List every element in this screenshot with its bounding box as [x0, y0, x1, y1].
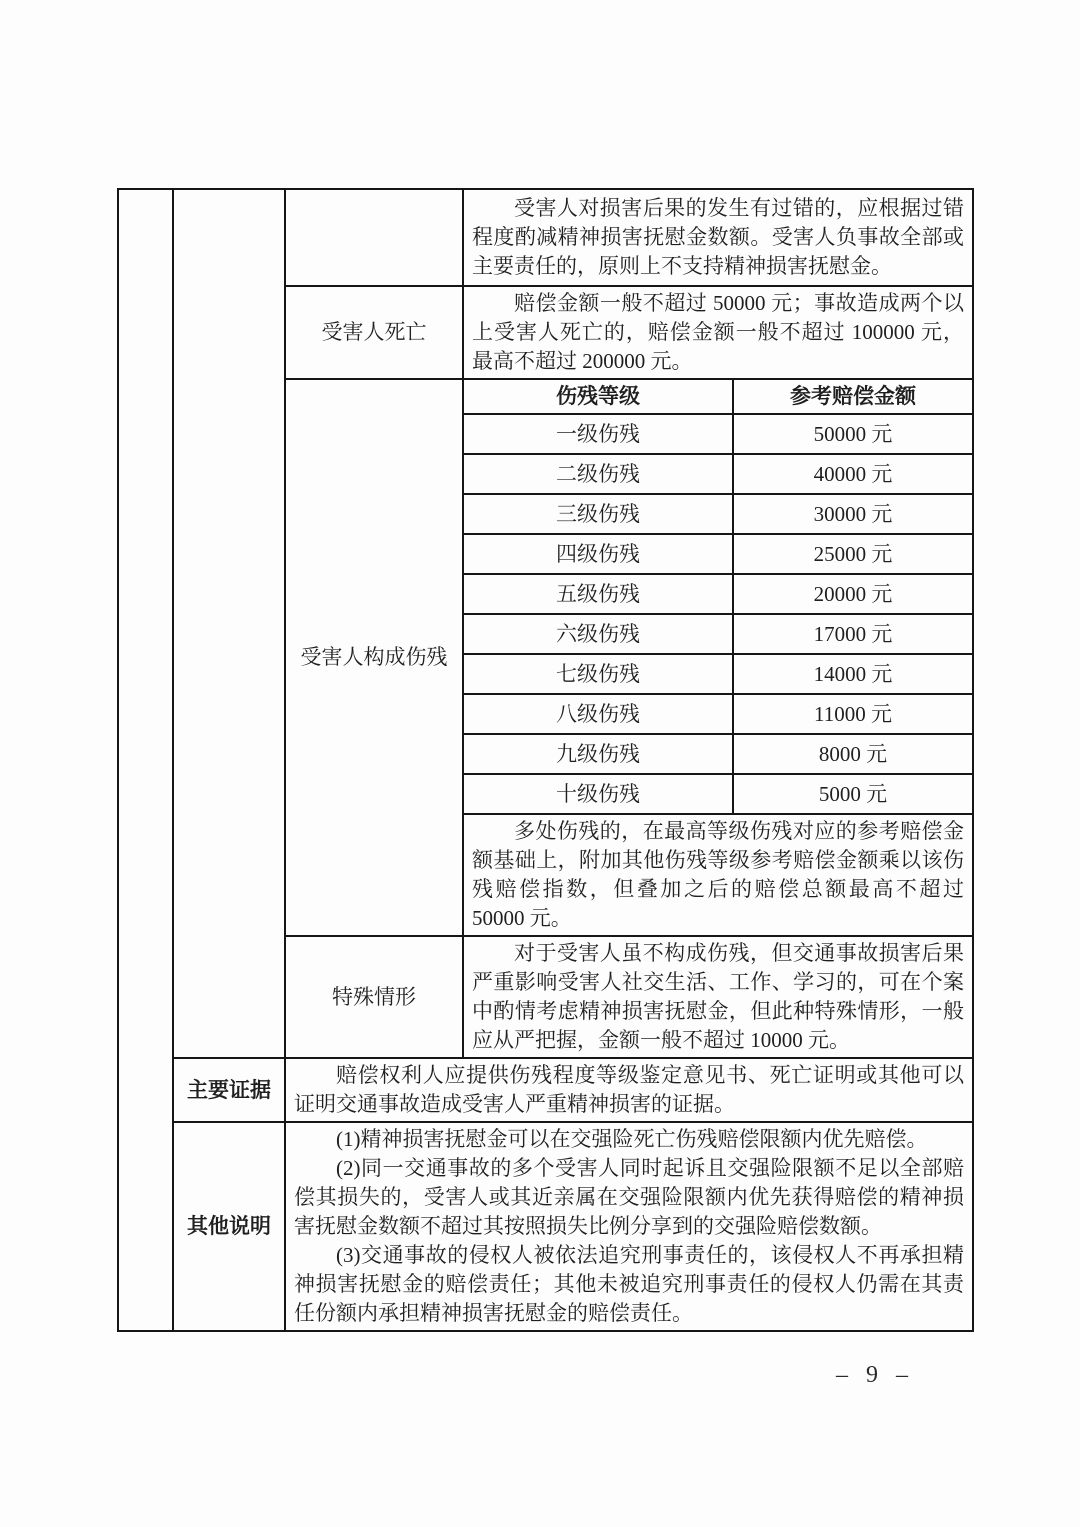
- grade-cell: 五级伤残: [463, 574, 733, 614]
- fault-label-cell: [285, 189, 463, 286]
- notes-label: 其他说明: [173, 1122, 285, 1331]
- grade-cell: 二级伤残: [463, 454, 733, 494]
- table-row: [118, 189, 973, 286]
- death-text-cell: [463, 286, 973, 379]
- amount-cell: 17000 元: [733, 614, 973, 654]
- special-text-cell: [463, 936, 973, 1058]
- note-item-2: (2)同一交通事故的多个受害人同时起诉且交强险限额不足以全部赔偿其损失的，受害人或其近亲属在交强险限额内优先获得赔偿的精神损害抚慰金数额不超过其按照损失比例分享到的交强险赔偿数额。: [294, 1156, 964, 1238]
- grade-cell: 九级伤残: [463, 734, 733, 774]
- amount-cell: 14000 元: [733, 654, 973, 694]
- grade-cell: 七级伤残: [463, 654, 733, 694]
- evidence-label: 主要证据: [173, 1058, 285, 1122]
- amount-cell: 5000 元: [733, 774, 973, 814]
- amount-cell: 20000 元: [733, 574, 973, 614]
- amount-column-header: 参考赔偿金额: [733, 379, 973, 414]
- amount-cell: 30000 元: [733, 494, 973, 534]
- grade-cell: 三级伤残: [463, 494, 733, 534]
- category-spacer-cell: [173, 189, 285, 1058]
- fault-text-cell: [463, 189, 973, 286]
- special-label: 特殊情形: [285, 936, 463, 1058]
- grade-cell: 四级伤残: [463, 534, 733, 574]
- table-row: [118, 1058, 973, 1122]
- left-spacer-cell: [118, 189, 173, 1331]
- multiple-disability-text-cell: [463, 814, 973, 936]
- page-number: – 9 –: [836, 1362, 914, 1388]
- death-text: 赔偿金额一般不超过 50000 元；事故造成两个以上受害人死亡的，赔偿金额一般不超过 100000 元，最高不超过 200000 元。: [472, 291, 964, 373]
- grade-cell: 六级伤残: [463, 614, 733, 654]
- amount-cell: 25000 元: [733, 534, 973, 574]
- special-text: 对于受害人虽不构成伤残，但交通事故损害后果严重影响受害人社交生活、工作、学习的，可在个案中酌情考虑精神损害抚慰金，但此种特殊情形，一般应从严把握，金额一般不超过 10000 元。: [472, 941, 964, 1052]
- amount-cell: 11000 元: [733, 694, 973, 734]
- note-item-1: (1)精神损害抚慰金可以在交强险死亡伤残赔偿限额内优先赔偿。: [336, 1127, 928, 1151]
- disability-label: 受害人构成伤残: [285, 379, 463, 936]
- amount-cell: 40000 元: [733, 454, 973, 494]
- grade-cell: 一级伤残: [463, 414, 733, 454]
- fault-text: 受害人对损害后果的发生有过错的，应根据过错程度酌减精神损害抚慰金数额。受害人负事故全部或主要责任的，原则上不支持精神损害抚慰金。: [472, 196, 964, 278]
- death-label: 受害人死亡: [285, 286, 463, 379]
- grade-cell: 十级伤残: [463, 774, 733, 814]
- table-row: [118, 1122, 973, 1331]
- compensation-table: [117, 188, 974, 1332]
- evidence-text-cell: [285, 1058, 973, 1122]
- grade-column-header: 伤残等级: [463, 379, 733, 414]
- note-item-3: (3)交通事故的侵权人被依法追究刑事责任的，该侵权人不再承担精神损害抚慰金的赔偿责任；其他未被追究刑事责任的侵权人仍需在其责任份额内承担精神损害抚慰金的赔偿责任。: [294, 1243, 964, 1325]
- amount-cell: 50000 元: [733, 414, 973, 454]
- grade-cell: 八级伤残: [463, 694, 733, 734]
- evidence-text: 赔偿权利人应提供伤残程度等级鉴定意见书、死亡证明或其他可以证明交通事故造成受害人严重精神损害的证据。: [294, 1063, 964, 1116]
- notes-text-cell: [285, 1122, 973, 1331]
- amount-cell: 8000 元: [733, 734, 973, 774]
- multiple-disability-text: 多处伤残的，在最高等级伤残对应的参考赔偿金额基础上，附加其他伤残等级参考赔偿金额乘以该伤残赔偿指数，但叠加之后的赔偿总额最高不超过 50000 元。: [472, 819, 964, 930]
